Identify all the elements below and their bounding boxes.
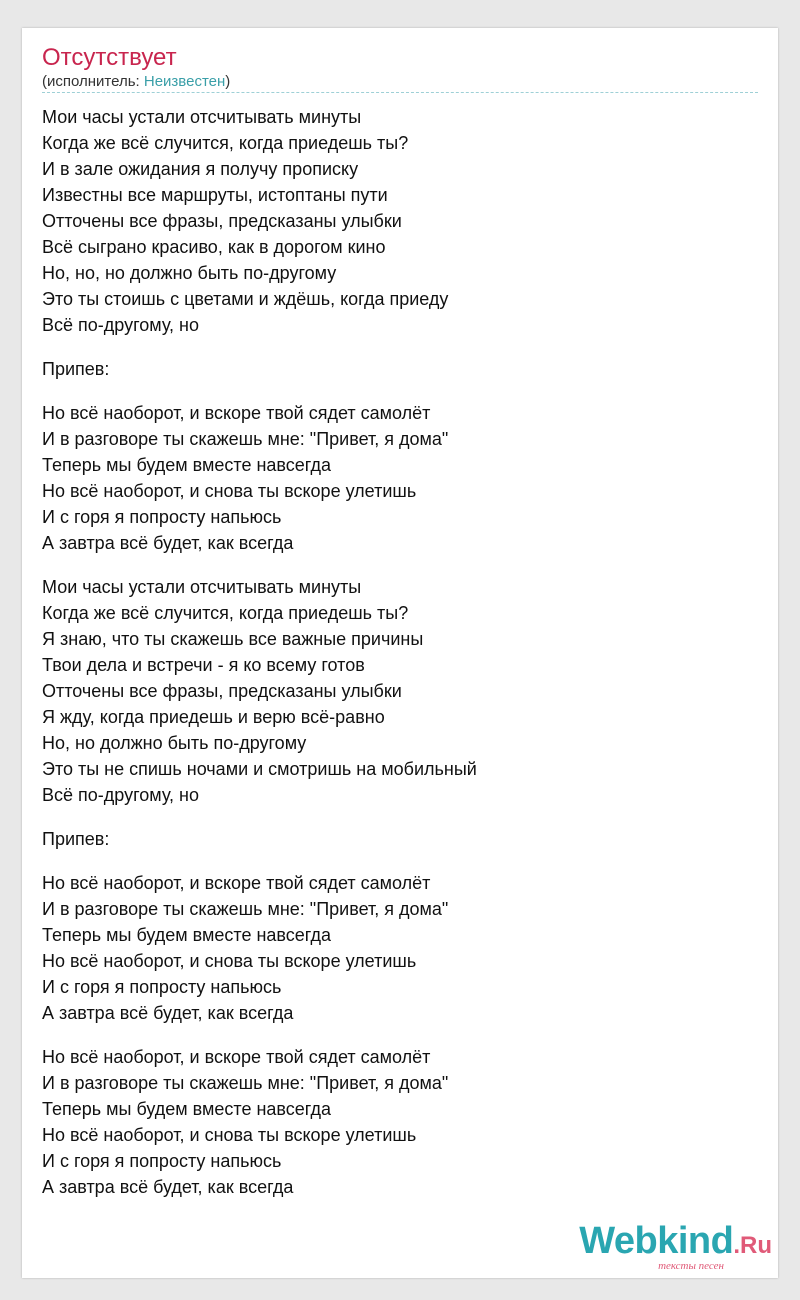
lyrics-line: Я знаю, что ты скажешь все важные причины: [42, 629, 424, 649]
logo-wordmark: [579, 1222, 772, 1265]
lyrics-line: Всё по-другому, но: [42, 315, 199, 335]
header-divider: [42, 92, 758, 93]
lyrics-line: Отточены все фразы, предсказаны улыбки: [42, 211, 402, 231]
song-title: Отсутствует: [42, 44, 177, 71]
lyrics-line: И в разговоре ты скажешь мне: "Привет, я дома": [42, 899, 449, 919]
lyrics-body: [42, 104, 758, 1218]
lyrics-stanza: [42, 400, 758, 556]
lyrics-stanza: [42, 1044, 758, 1200]
lyrics-line: Мои часы устали отсчитывать минуты: [42, 107, 362, 127]
artist-prefix: (исполнитель:: [42, 73, 144, 90]
lyrics-line: Теперь мы будем вместе навсегда: [42, 1099, 332, 1119]
lyrics-line: Теперь мы будем вместе навсегда: [42, 925, 332, 945]
lyrics-line: Теперь мы будем вместе навсегда: [42, 455, 332, 475]
lyrics-line: Но, но должно быть по-другому: [42, 733, 307, 753]
lyrics-stanza: [42, 356, 758, 382]
lyrics-line: И с горя я попросту напьюсь: [42, 977, 282, 997]
lyrics-card: [22, 28, 778, 1278]
lyrics-line: Но всё наоборот, и вскоре твой сядет самолёт: [42, 873, 431, 893]
lyrics-line: И в разговоре ты скажешь мне: "Привет, я дома": [42, 429, 449, 449]
site-logo[interactable]: [579, 1222, 772, 1272]
lyrics-stanza: [42, 574, 758, 808]
lyrics-stanza: [42, 870, 758, 1026]
lyrics-line: Всё сыграно красиво, как в дорогом кино: [42, 237, 386, 257]
lyrics-line: Но всё наоборот, и вскоре твой сядет самолёт: [42, 403, 431, 423]
lyrics-line: Но всё наоборот, и снова ты вскоре улетишь: [42, 1125, 417, 1145]
logo-tld: .Ru: [733, 1232, 772, 1259]
lyrics-line: Припев:: [42, 829, 110, 849]
lyrics-line: Это ты не спишь ночами и смотришь на мобильный: [42, 759, 477, 779]
artist-link[interactable]: Неизвестен: [143, 73, 226, 90]
lyrics-line: Мои часы устали отсчитывать минуты: [42, 577, 362, 597]
lyrics-line: И в зале ожидания я получу прописку: [42, 159, 359, 179]
lyrics-stanza: [42, 104, 758, 338]
lyrics-line: А завтра всё будет, как всегда: [42, 1003, 294, 1023]
lyrics-line: Когда же всё случится, когда приедешь ты?: [42, 603, 409, 623]
lyrics-line: Известны все маршруты, истоптаны пути: [42, 185, 388, 205]
lyrics-line: И с горя я попросту напьюсь: [42, 1151, 282, 1171]
lyrics-line: Но всё наоборот, и вскоре твой сядет самолёт: [42, 1047, 431, 1067]
lyrics-line: И с горя я попросту напьюсь: [42, 507, 282, 527]
lyrics-line: Твои дела и встречи - я ко всему готов: [42, 655, 365, 675]
lyrics-line: Всё по-другому, но: [42, 785, 199, 805]
lyrics-line: Отточены все фразы, предсказаны улыбки: [42, 681, 402, 701]
lyrics-line: Это ты стоишь с цветами и ждёшь, когда приеду: [42, 289, 449, 309]
lyrics-stanza: [42, 826, 758, 852]
logo-tagline: тексты песен: [658, 1260, 724, 1272]
lyrics-line: Но всё наоборот, и снова ты вскоре улетишь: [42, 951, 417, 971]
lyrics-line: Припев:: [42, 359, 110, 379]
lyrics-line: И в разговоре ты скажешь мне: "Привет, я дома": [42, 1073, 449, 1093]
lyrics-line: Но всё наоборот, и снова ты вскоре улетишь: [42, 481, 417, 501]
lyrics-line: Но, но, но должно быть по-другому: [42, 263, 337, 283]
artist-line: [42, 73, 230, 91]
lyrics-line: Когда же всё случится, когда приедешь ты?: [42, 133, 409, 153]
logo-brand: Webkind: [579, 1220, 734, 1262]
lyrics-line: А завтра всё будет, как всегда: [42, 533, 294, 553]
artist-suffix: ): [225, 73, 231, 90]
lyrics-line: Я жду, когда приедешь и верю всё-равно: [42, 707, 385, 727]
lyrics-line: А завтра всё будет, как всегда: [42, 1177, 294, 1197]
